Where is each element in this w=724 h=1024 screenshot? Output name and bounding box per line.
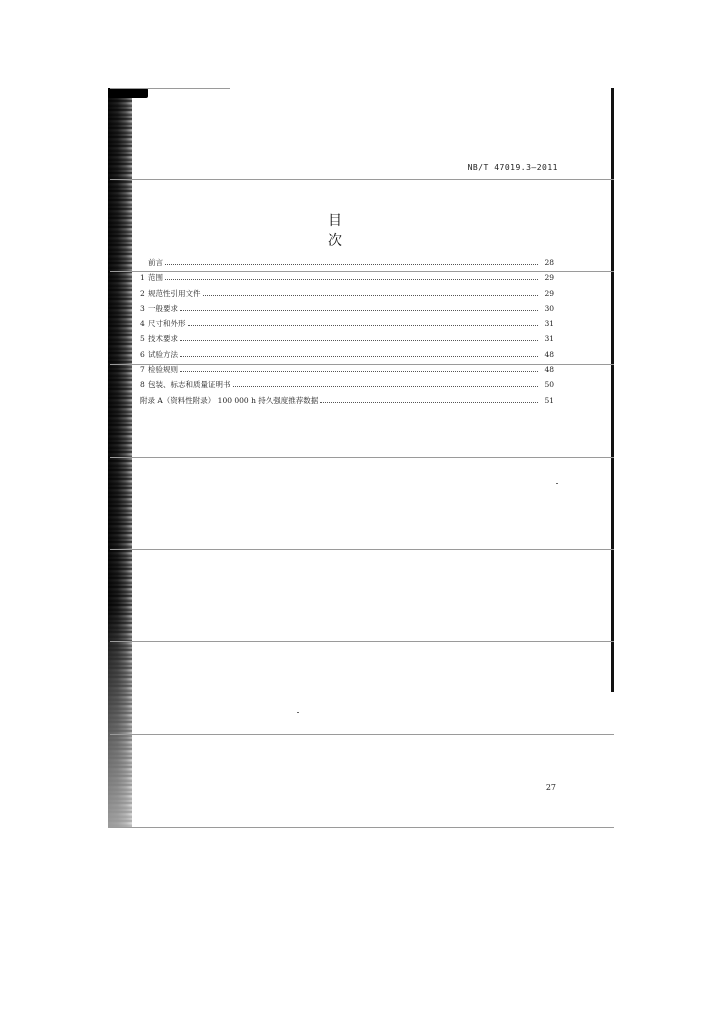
toc-entry-page: 48 bbox=[544, 365, 554, 375]
binding-shadow bbox=[108, 88, 132, 828]
toc-entry-annex-a bbox=[140, 393, 554, 408]
toc-entry-page: 29 bbox=[544, 273, 554, 283]
toc-entry-text: 尺寸和外形 bbox=[148, 319, 186, 329]
scan-line bbox=[110, 88, 230, 89]
toc-entry-page: 51 bbox=[544, 395, 554, 405]
toc-leader bbox=[188, 316, 539, 326]
toc-entry-number: 3 bbox=[140, 303, 145, 313]
toc-entry-number: 7 bbox=[140, 365, 145, 375]
scan-line bbox=[110, 179, 614, 180]
toc-entry-number: 5 bbox=[140, 334, 145, 344]
toc-entry-packaging-marking-certificate bbox=[140, 377, 554, 392]
toc-entry-foreword bbox=[140, 255, 554, 270]
toc-leader bbox=[320, 393, 538, 403]
toc-entry-page: 31 bbox=[544, 319, 554, 329]
toc-leader bbox=[165, 270, 538, 280]
toc-entry-normative-references bbox=[140, 286, 554, 301]
toc-entry-page: 29 bbox=[544, 288, 554, 298]
toc-entry-page: 31 bbox=[544, 334, 554, 344]
scan-speck bbox=[556, 483, 558, 484]
toc-entry-page: 50 bbox=[544, 380, 554, 390]
scan-line bbox=[110, 549, 614, 550]
toc-entry-test-methods bbox=[140, 347, 554, 362]
scan-line bbox=[110, 641, 614, 642]
toc-entry-text: 试验方法 bbox=[148, 349, 178, 359]
toc-leader bbox=[180, 362, 538, 372]
toc-entry-number: 2 bbox=[140, 288, 145, 298]
toc-entry-text: 技术要求 bbox=[148, 334, 178, 344]
toc-entry-text: 一般要求 bbox=[148, 303, 178, 313]
standard-number: NB/T 47019.3—2011 bbox=[467, 163, 558, 172]
toc-leader bbox=[180, 331, 538, 341]
scanned-page bbox=[110, 88, 614, 828]
toc-entry-scope bbox=[140, 270, 554, 285]
scan-line bbox=[110, 457, 614, 458]
toc-leader bbox=[203, 286, 539, 296]
toc-entry-number: 4 bbox=[140, 319, 145, 329]
toc-entry-page: 48 bbox=[544, 349, 554, 359]
toc-entry-number: 8 bbox=[140, 380, 145, 390]
scan-line bbox=[110, 827, 614, 828]
toc-entry-text: 前言 bbox=[148, 258, 163, 267]
toc-leader bbox=[180, 347, 538, 357]
scan-smudge bbox=[108, 88, 148, 98]
toc-entry-page: 28 bbox=[544, 258, 554, 267]
toc-leader bbox=[233, 377, 539, 387]
toc-entry-text: 范围 bbox=[148, 273, 163, 283]
toc-entry-number: 1 bbox=[140, 273, 145, 283]
toc-leader bbox=[165, 255, 538, 265]
toc-list bbox=[140, 255, 554, 408]
toc-entry-dimensions-and-shape bbox=[140, 316, 554, 331]
toc-entry-text: 附录 A（资料性附录） 100 000 h 持久强度推荐数据 bbox=[140, 395, 319, 405]
scan-speck bbox=[297, 712, 299, 713]
toc-entry-general-requirements bbox=[140, 301, 554, 316]
toc-entry-number: 6 bbox=[140, 349, 145, 359]
toc-entry-text: 包装、标志和质量证明书 bbox=[148, 380, 231, 390]
page-number: 27 bbox=[545, 783, 556, 792]
scan-line bbox=[110, 734, 614, 735]
toc-title: 目 次 bbox=[328, 213, 372, 249]
toc-entry-technical-requirements bbox=[140, 331, 554, 346]
toc-entry-inspection-rules bbox=[140, 362, 554, 377]
toc-leader bbox=[180, 301, 538, 311]
toc-entry-text: 检验规则 bbox=[148, 365, 178, 375]
toc-entry-text: 规范性引用文件 bbox=[148, 288, 201, 298]
toc-entry-page: 30 bbox=[544, 303, 554, 313]
